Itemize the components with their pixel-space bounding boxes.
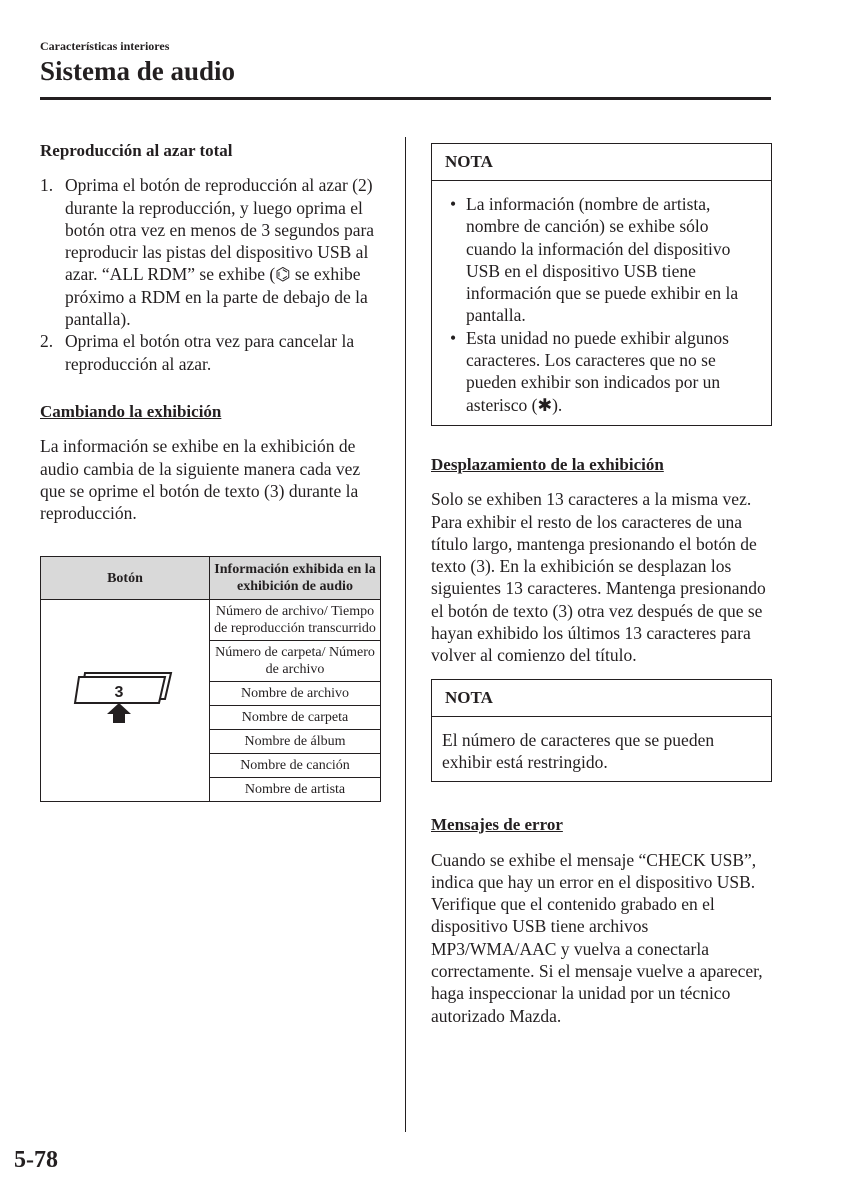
table-row: Nombre de álbum <box>210 730 381 754</box>
bullet-dot: • <box>450 327 457 348</box>
step-text: Oprima el botón otra vez para cancelar la reproducción al azar. <box>65 331 355 374</box>
right-column <box>431 143 772 1027</box>
table-row: Nombre de canción <box>210 754 381 778</box>
scroll-heading: Desplazamiento de la exhibición <box>431 454 664 474</box>
bullet-dot: • <box>450 194 457 214</box>
note-label: NOTA <box>432 680 771 717</box>
bullet-text: Esta unidad no puede exhibir algunos caracteres. Los caracteres que no se pueden exhibir son indicados por un asterisco ( <box>466 327 729 415</box>
list-item <box>442 193 761 327</box>
list-item <box>442 327 761 417</box>
table-row: Nombre de carpeta <box>210 706 381 730</box>
column-divider <box>405 137 406 1132</box>
table-row: Nombre de archivo <box>210 682 381 706</box>
bullet-text: La información (nombre de artista, nombre de canción) se exhibe sólo cuando la información del dispositivo USB en el dispositivo USB tiene información que se puede exhibir en la pantalla. <box>466 194 739 326</box>
table-header-info: Información exhibida en la exhibición de audio <box>210 557 381 600</box>
note-body <box>432 181 771 425</box>
note-bullets <box>442 193 761 417</box>
table-row: Número de archivo/ Tiempo de reproducción transcurrido <box>210 600 381 641</box>
left-column <box>40 140 385 802</box>
table-header-button: Botón <box>41 557 210 600</box>
errors-heading: Mensajes de error <box>431 815 563 835</box>
step-text-after: se exhibe próximo a RDM en la parte de debajo de la pantalla). <box>65 264 368 330</box>
note-text: El número de caracteres que se pueden exhibir está restringido. <box>442 729 715 772</box>
display-body: La información se exhibe en la exhibición de audio cambia de la siguiente manera cada vez que se oprime el botón de texto (3) durante la reproducción. <box>40 436 361 524</box>
text-button-label: 3 <box>114 684 124 702</box>
up-arrow-icon <box>107 703 131 723</box>
section-label: Características interiores <box>40 39 170 53</box>
random-step-1 <box>40 174 385 330</box>
scroll-body: Solo se exhiben 13 caracteres a la misma vez. Para exhibir el resto de los caracteres de una título largo, mantenga presionando el botón de texto (3). En la exhibición se desplazan los siguientes 13 caracteres. Mantenga presionando el botón de texto (3) otra vez después de que se hayan exhibido los últimos 13 caracteres para volver al comienzo del título. <box>431 489 766 666</box>
text-button-cell <box>41 600 210 802</box>
title-rule <box>40 97 771 100</box>
asterisk-icon: ✱ <box>537 395 553 416</box>
step-number: 1. <box>40 175 54 196</box>
page-number: 5-78 <box>14 1147 58 1173</box>
random-steps <box>40 174 385 375</box>
bullet-text-after: ). <box>552 394 563 415</box>
step-text: Oprima el botón de reproducción al azar (2) durante la reproducción, y luego oprima el botón otra vez en menos de 3 segundos para reproducir las pistas del dispositivo USB al azar. “ALL RDM” se exhibe ( <box>65 175 375 285</box>
table-row: Número de carpeta/ Número de archivo <box>210 641 381 682</box>
errors-body: Cuando se exhibe el mensaje “CHECK USB”, indica que hay un error en el dispositivo USB. Verifique que el contenido grabado en el dispositivo USB tiene archivos MP3/WMA/AAC y vuelva a conectarla correctamente. Si el mensaje vuelve a aparecer, haga inspeccionar la unidad por un técnico autorizado Mazda. <box>431 849 763 1026</box>
note-box <box>431 679 772 783</box>
note-body <box>432 717 771 782</box>
random-heading: Reproducción al azar total <box>40 141 233 160</box>
step-number: 2. <box>40 331 54 352</box>
display-heading: Cambiando la exhibición <box>40 401 222 421</box>
page-title: Sistema de audio <box>40 56 236 86</box>
note-box <box>431 143 772 426</box>
text-button-icon <box>71 667 179 729</box>
note-label: NOTA <box>432 144 771 181</box>
shuffle-icon: ⌬ <box>275 264 291 285</box>
table-row: Nombre de artista <box>210 778 381 802</box>
random-step-2 <box>40 330 385 375</box>
display-table <box>40 556 381 802</box>
